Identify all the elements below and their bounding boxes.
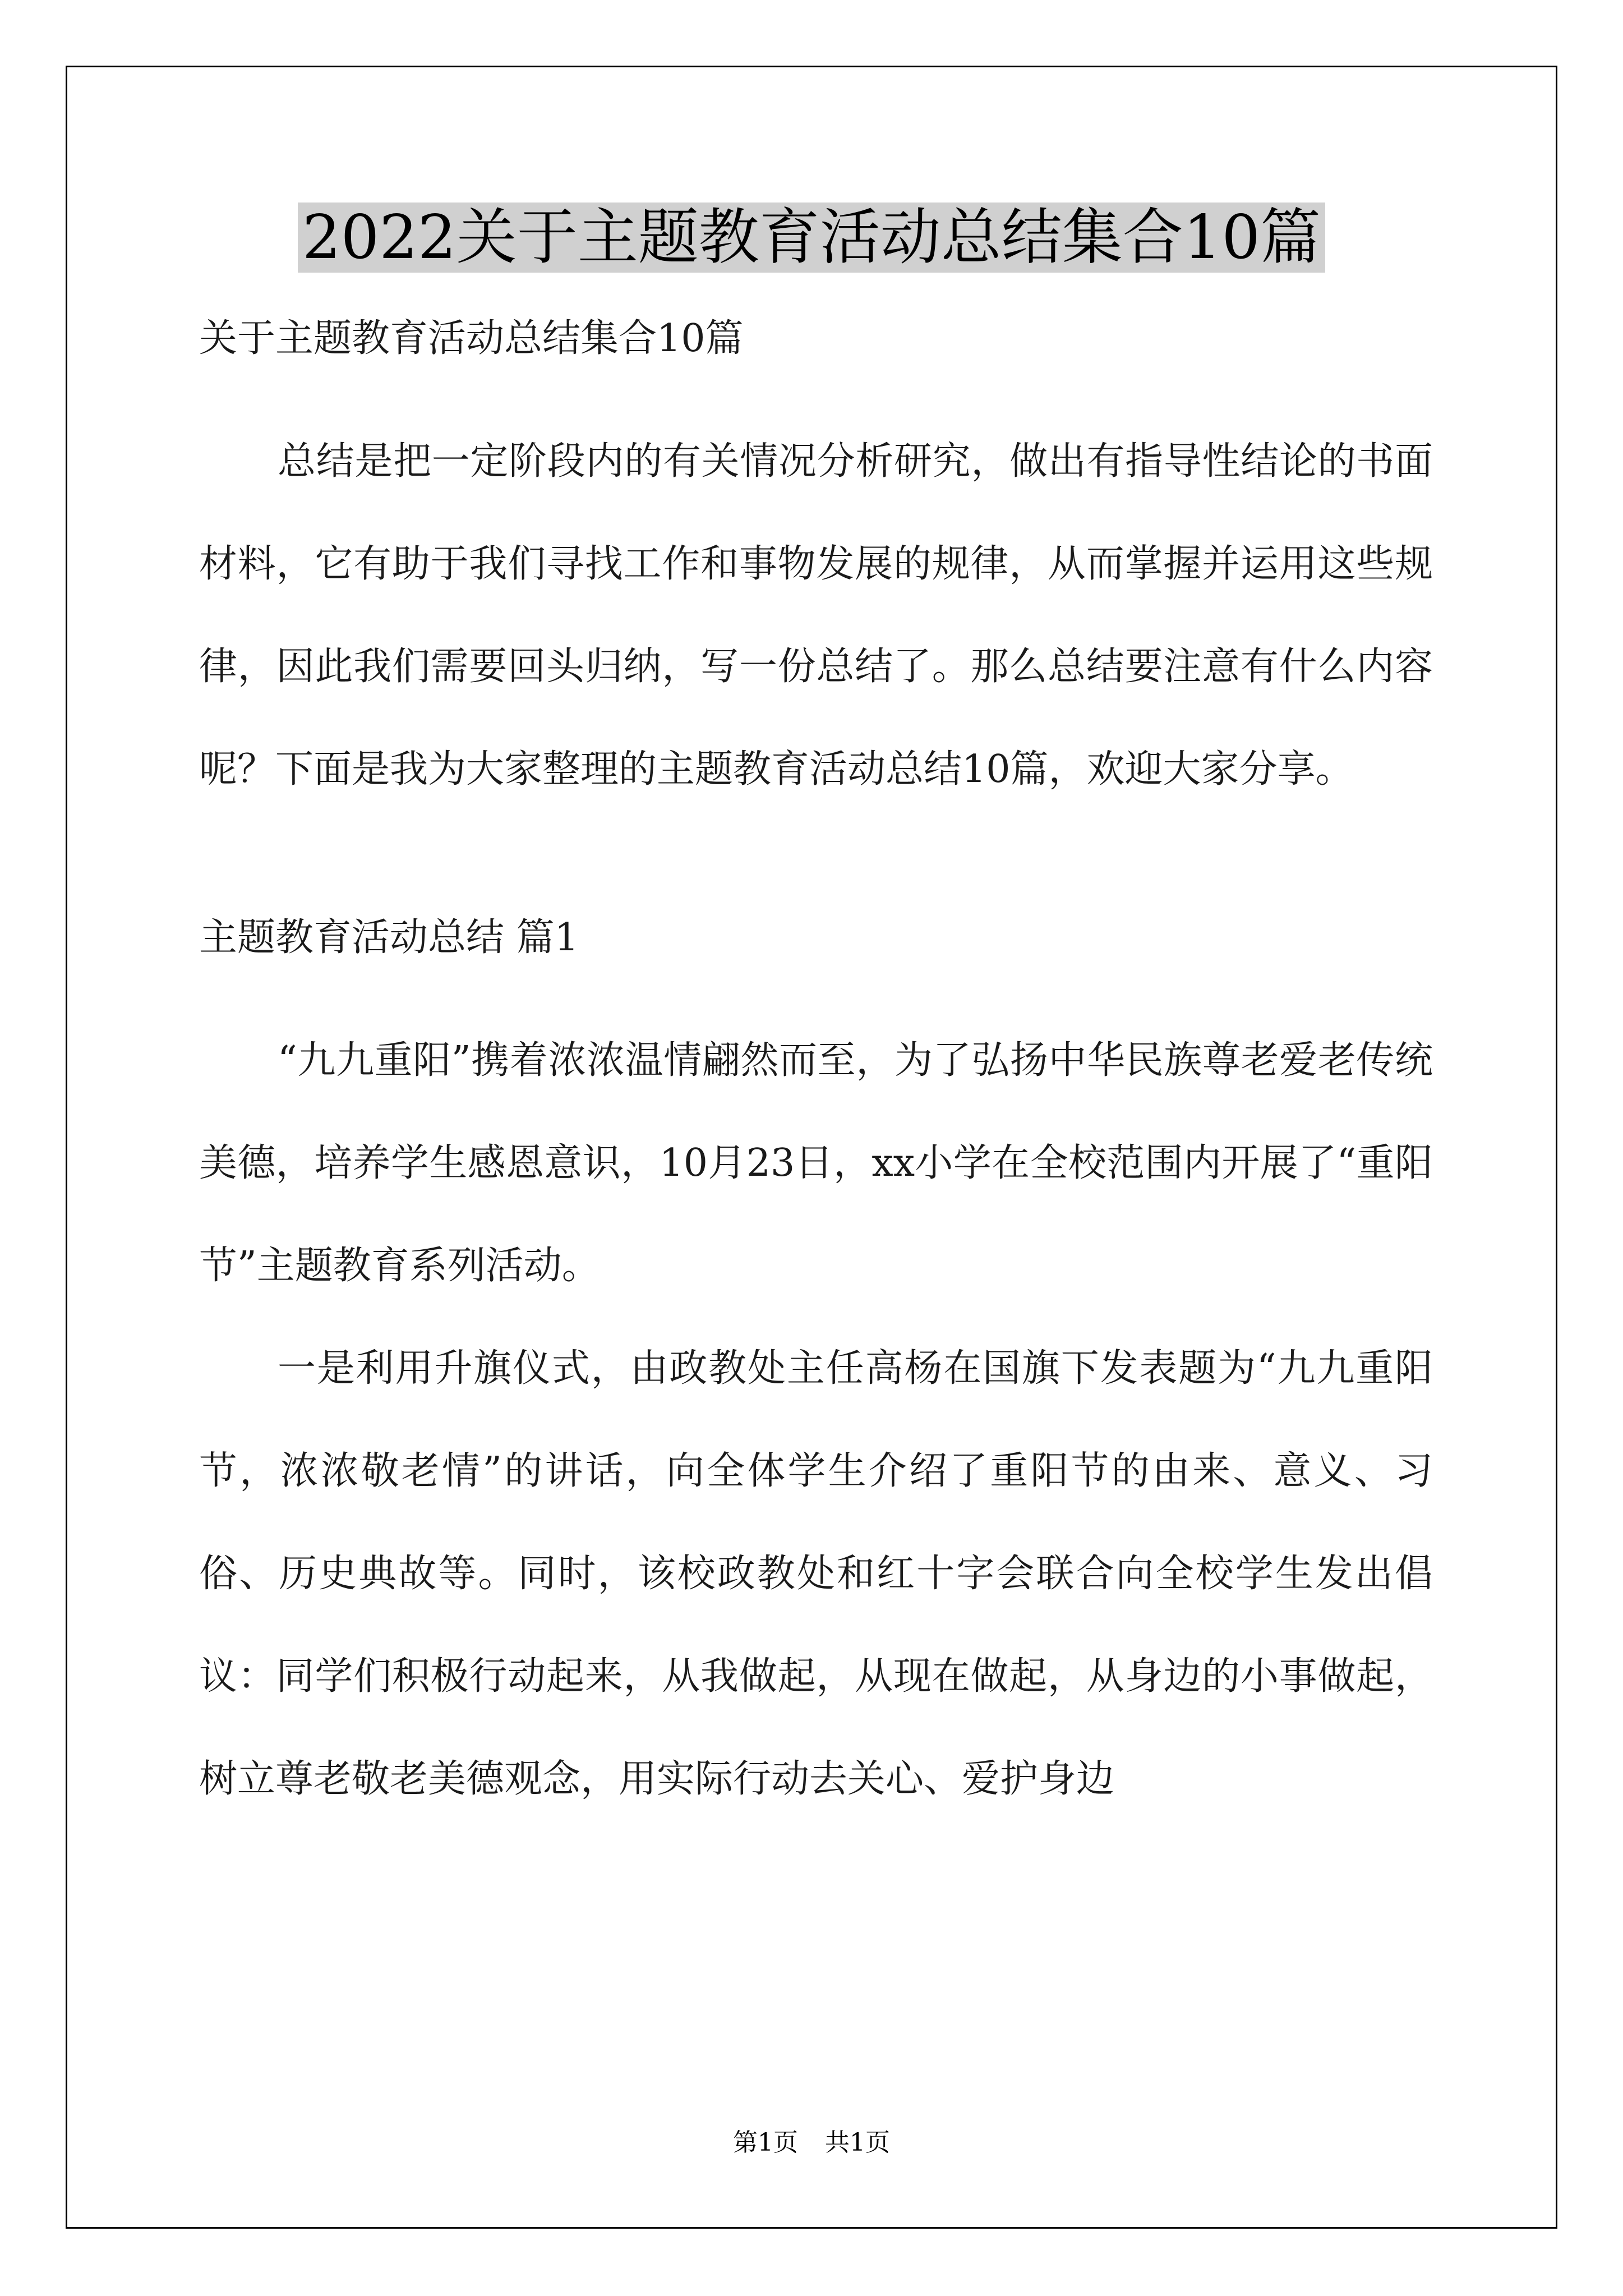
page-number: 第1页 [733, 2128, 798, 2157]
document-subtitle: 关于主题教育活动总结集合10篇 [199, 316, 744, 361]
section-paragraph: “九九重阳”携着浓浓温情翩然而至，为了弘扬中华民族尊老爱老传统美德，培养学生感恩意识，10月23日，xx小学在全校范围内开展了“重阳节”主题教育系列活动。 [199, 1038, 1433, 1288]
section-heading: 主题教育活动总结 篇1 [199, 915, 579, 960]
document-body [199, 311, 1433, 1830]
page-total: 共1页 [825, 2128, 890, 2157]
intro-paragraph: 总结是把一定阶段内的有关情况分析研究，做出有指导性结论的书面材料，它有助于我们寻找工作和事物发展的规律，从而掌握并运用这些规律，因此我们需要回头归纳，写一份总结了。那么总结要注意有什么内容呢？下面是我为大家整理的主题教育活动总结10篇，欢迎大家分享。 [199, 439, 1433, 792]
document-title-text: 2022关于主题教育活动总结集合10篇 [298, 203, 1325, 273]
document-title [0, 196, 1623, 280]
page-footer [0, 2126, 1623, 2160]
section-paragraph: 一是利用升旗仪式，由政教处主任高杨在国旗下发表题为“九九重阳节，浓浓敬老情”的讲话，向全体学生介绍了重阳节的由来、意义、习俗、历史典故等。同时，该校政教处和红十字会联合向全校学生发出倡议：同学们积极行动起来，从我做起，从现在做起，从身边的小事做起，树立尊老敬老美德观念，用实际行动去关心、爱护身边 [199, 1346, 1433, 1801]
